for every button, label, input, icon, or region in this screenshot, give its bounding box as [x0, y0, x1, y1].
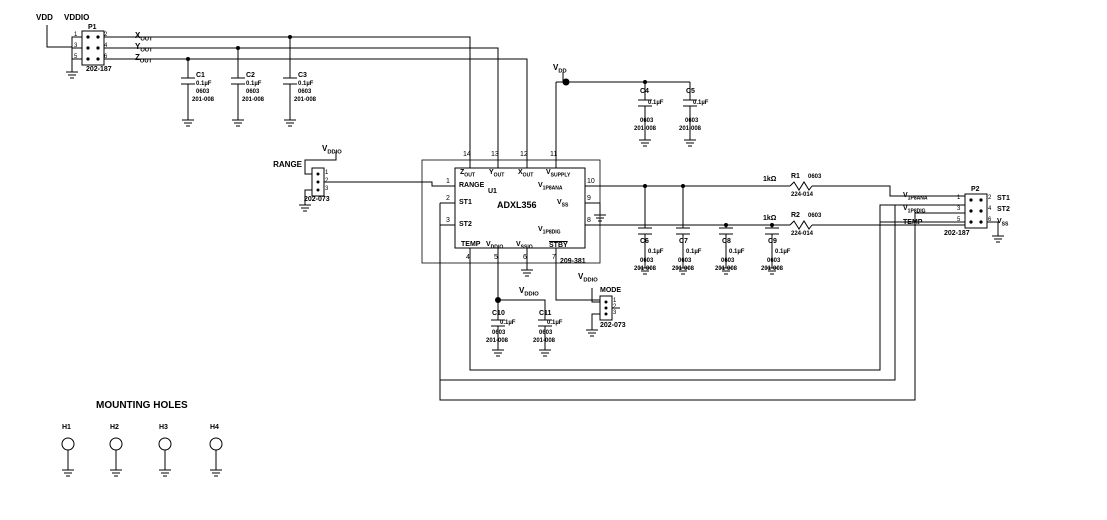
- connector-p1-pin-1: 1: [74, 32, 78, 38]
- p2-net-v1p8dig: $V_{1P8DIG}$: [903, 205, 926, 215]
- net-label-zout: $Z_{OUT}$: [135, 53, 153, 65]
- cap-c11-size: 0603: [539, 330, 553, 336]
- range-header-part: 202-073: [304, 196, 330, 203]
- res-r1-part: 224-014: [791, 192, 814, 198]
- cap-c6-value: 0.1µF: [648, 249, 664, 255]
- cap-c9-ref: C9: [768, 238, 777, 245]
- connector-p2-pin-5: 5: [957, 217, 961, 223]
- connector-p2-part: 202-187: [944, 230, 970, 237]
- connector-p2-ref: P2: [971, 186, 980, 193]
- ic-pin-num-13: 13: [491, 151, 499, 158]
- cap-c5-size: 0603: [685, 118, 699, 124]
- mounting-hole-h1: H1: [62, 424, 71, 431]
- ic-pin-name-v1p8dig: $V_{1P8DIG}$: [538, 226, 561, 236]
- net-label-yout: $Y_{OUT}$: [135, 42, 153, 54]
- ic-pin-name-zout: $Z_{OUT}$: [460, 169, 475, 179]
- connector-p1-pin-6: 6: [104, 54, 108, 60]
- ic-pin-name-temp: TEMP: [461, 241, 481, 248]
- ic-pin-num-6: 6: [523, 254, 527, 261]
- range-header-pin-2: 2: [325, 178, 329, 184]
- ic-pin-name-vddio: $V_{DDIO}$: [486, 241, 504, 251]
- res-r1-value: 1kΩ: [763, 176, 777, 183]
- cap-c6-ref: C6: [640, 238, 649, 245]
- ic-pin-num-14: 14: [463, 151, 471, 158]
- ic-package: 209-381: [560, 258, 586, 265]
- ic-pin-num-12: 12: [520, 151, 528, 158]
- cap-c3-part: 201-008: [294, 97, 317, 103]
- connector-p1-pin-5: 5: [74, 54, 78, 60]
- res-r2-value: 1kΩ: [763, 215, 777, 222]
- ic-pin-name-v1p8ana: $V_{1P8ANA}$: [538, 182, 563, 192]
- connector-p1-part: 202-187: [86, 66, 112, 73]
- p2-net-temp: TEMP: [903, 219, 923, 226]
- ic-pin-name-range: RANGE: [459, 182, 485, 189]
- cap-c10-part: 201-008: [486, 338, 509, 344]
- cap-c4-value: 0.1µF: [648, 100, 664, 106]
- mounting-hole-h4: H4: [210, 424, 219, 431]
- cap-c8-ref: C8: [722, 238, 731, 245]
- mounting-hole-h3: H3: [159, 424, 168, 431]
- cap-c10-size: 0603: [492, 330, 506, 336]
- cap-c3-value: 0.1µF: [298, 81, 314, 87]
- range-header-pin-3: 3: [325, 186, 329, 192]
- ic-pin-num-8: 8: [587, 217, 591, 224]
- cap-c9-size: 0603: [767, 258, 781, 264]
- net-label-xout: $X_{OUT}$: [135, 31, 153, 43]
- range-header-pin-1: 1: [325, 170, 329, 176]
- cap-c9-value: 0.1µF: [775, 249, 791, 255]
- cap-c11-ref: C11: [539, 310, 552, 317]
- cap-c10-value: 0.1µF: [500, 320, 516, 326]
- cap-c9-part: 201-008: [761, 266, 784, 272]
- rail-label-vdd: VDD: [36, 13, 53, 22]
- net-label-vddio-range: $V_{DDIO}$: [322, 144, 342, 156]
- ic-pin-num-9: 9: [587, 195, 591, 202]
- ic-pin-name-st2: ST2: [459, 221, 472, 228]
- rail-label-vddio-3: $V_{DDIO}$: [519, 286, 539, 298]
- ic-ref: U1: [488, 188, 497, 195]
- ic-pin-num-1: 1: [446, 178, 450, 185]
- p2-net-st2: ST2: [997, 206, 1010, 213]
- ic-pin-name-st1: ST1: [459, 199, 472, 206]
- connector-p1-ref: P1: [88, 24, 97, 31]
- res-r2-size: 0603: [808, 213, 822, 219]
- mode-header-pin-2: 2: [613, 304, 617, 310]
- mounting-hole-h2: H2: [110, 424, 119, 431]
- ic-pin-name-vss: $V_{SS}$: [557, 199, 569, 209]
- connector-p2-pin-6: 6: [988, 217, 992, 223]
- ic-pin-num-10: 10: [587, 178, 595, 185]
- mounting-holes-title: MOUNTING HOLES: [96, 400, 188, 411]
- cap-c4-part: 201-008: [634, 126, 657, 132]
- ic-pin-name-vssio: $V_{SSIO}$: [516, 241, 533, 251]
- res-r1-ref: R1: [791, 173, 800, 180]
- cap-c2-value: 0.1µF: [246, 81, 262, 87]
- cap-c11-part: 201-008: [533, 338, 556, 344]
- cap-c6-part: 201-008: [634, 266, 657, 272]
- cap-c2-ref: C2: [246, 72, 255, 79]
- cap-c2-size: 0603: [246, 89, 260, 95]
- connector-p1-pin-2: 2: [104, 32, 108, 38]
- cap-c5-part: 201-008: [679, 126, 702, 132]
- p2-net-st1: ST1: [997, 195, 1010, 202]
- ic-pin-name-vsupply: $V_{SUPPLY}$: [546, 169, 571, 179]
- cap-c4-size: 0603: [640, 118, 654, 124]
- cap-c8-size: 0603: [721, 258, 735, 264]
- rail-label-vddio: VDDIO: [64, 13, 90, 22]
- cap-c5-value: 0.1µF: [693, 100, 709, 106]
- connector-p2-pin-1: 1: [957, 195, 961, 201]
- ic-pin-name-stby: STBY: [549, 242, 568, 249]
- cap-c7-value: 0.1µF: [686, 249, 702, 255]
- connector-p2-pin-2: 2: [988, 195, 992, 201]
- cap-c1-part: 201-008: [192, 97, 215, 103]
- ic-pin-num-11: 11: [550, 151, 558, 158]
- mode-header-part: 202-073: [600, 322, 626, 329]
- p2-net-v1p8ana: $V_{1P8ANA}$: [903, 192, 928, 202]
- connector-p2-pin-3: 3: [957, 206, 961, 212]
- cap-c7-ref: C7: [679, 238, 688, 245]
- cap-c1-value: 0.1µF: [196, 81, 212, 87]
- ic-pin-num-3: 3: [446, 217, 450, 224]
- rail-label-vdd-2: $V_{DD}$: [553, 63, 567, 75]
- cap-c3-size: 0603: [298, 89, 312, 95]
- ic-pin-num-4: 4: [466, 254, 470, 261]
- ic-name: ADXL356: [497, 200, 537, 210]
- connector-p2-pin-4: 4: [988, 206, 992, 212]
- mode-header-pin-3: 3: [613, 310, 617, 316]
- cap-c7-part: 201-008: [672, 266, 695, 272]
- ic-pin-name-xout: $X_{OUT}$: [518, 169, 534, 179]
- res-r2-ref: R2: [791, 212, 800, 219]
- cap-c3-ref: C3: [298, 72, 307, 79]
- connector-p1-pin-3: 3: [74, 43, 78, 49]
- cap-c8-part: 201-008: [715, 266, 738, 272]
- cap-c8-value: 0.1µF: [729, 249, 745, 255]
- cap-c2-part: 201-008: [242, 97, 265, 103]
- cap-c1-size: 0603: [196, 89, 210, 95]
- ic-pin-num-5: 5: [494, 254, 498, 261]
- cap-c5-ref: C5: [686, 88, 695, 95]
- rail-label-vddio-2: $V_{DDIO}$: [578, 272, 598, 284]
- cap-c11-value: 0.1µF: [547, 320, 563, 326]
- mode-header-pin-1: 1: [613, 298, 617, 304]
- res-r2-part: 224-014: [791, 231, 814, 237]
- cap-c10-ref: C10: [492, 310, 505, 317]
- cap-c1-ref: C1: [196, 72, 205, 79]
- cap-c4-ref: C4: [640, 88, 649, 95]
- ic-pin-num-2: 2: [446, 195, 450, 202]
- p2-net-vss: $V_{SS}$: [997, 218, 1009, 228]
- res-r1-size: 0603: [808, 174, 822, 180]
- cap-c6-size: 0603: [640, 258, 654, 264]
- mode-header-label: MODE: [600, 287, 621, 294]
- ic-pin-num-7: 7: [552, 254, 556, 261]
- connector-p1-pin-4: 4: [104, 43, 108, 49]
- ic-pin-name-yout: $Y_{OUT}$: [489, 169, 505, 179]
- cap-c7-size: 0603: [678, 258, 692, 264]
- range-header-label: RANGE: [273, 160, 302, 169]
